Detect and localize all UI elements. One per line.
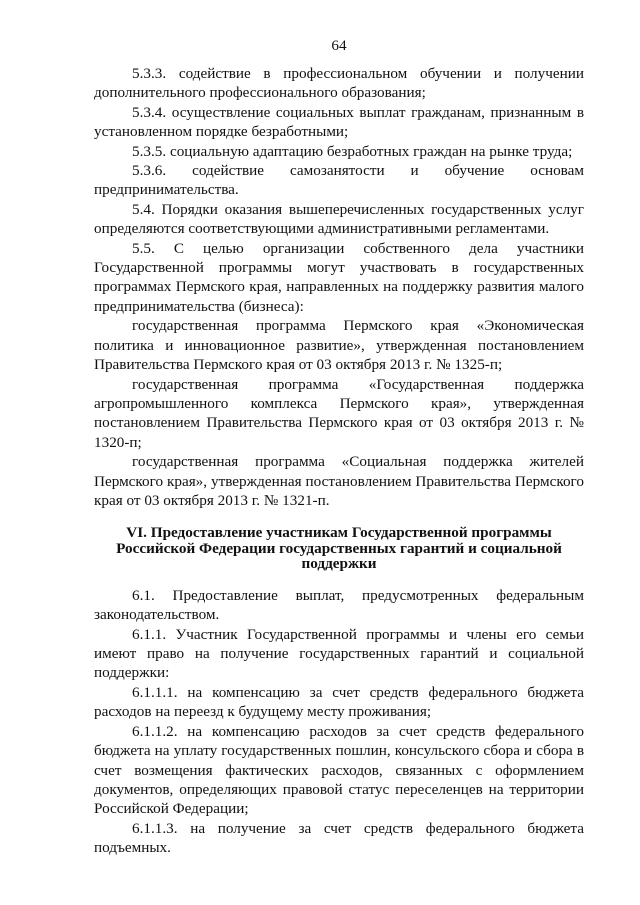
paragraph-5-4: 5.4. Порядки оказания вышеперечисленных государственных услуг определяются соответствующими административными регламентами. [94,200,584,238]
paragraph-6-1-1-2: 6.1.1.2. на компенсацию расходов за счет средств федерального бюджета на уплату государственных пошлин, консульского сбора и сбора в счет возмещения фактических расходов, связанных с оформлением документов, определяющих правовой статус переселенцев на территории Российской Федерации; [94,722,584,818]
program-agro-support: государственная программа «Государственная поддержка агропромышленного комплекса Пермского края», утвержденная постановлением Правительства Пермского края от 03 октября 2013 г. № 1320-п; [94,375,584,451]
paragraph-5-3-3: 5.3.3. содействие в профессиональном обучении и получении дополнительного профессионального образования; [94,65,584,102]
document-body [94,64,584,858]
paragraph-6-1-1-3: 6.1.1.3. на получение за счет средств федерального бюджета подъемных. [94,819,584,857]
paragraph-6-1-1-1: 6.1.1.1. на компенсацию за счет средств федерального бюджета расходов на переезд к будущему месту проживания; [94,683,584,721]
paragraph-5-5: 5.5. С целью организации собственного дела участники Государственной программы могут участвовать в государственных программах Пермского края, направленных на поддержку развития малого предпринимательства (бизнеса): [94,239,584,315]
section-heading: VI. Предоставление участникам Государственной программы Российской Федерации государственных гарантий и социальной поддержки [116,524,562,573]
page-number: 64 [331,37,347,54]
program-economic-policy: государственная программа Пермского края «Экономическая политика и инновационное развитие», утвержденная постановлением Правительства Пермского края от 03 октября 2013 г. № 1325-п; [94,317,584,374]
paragraph-5-3-4: 5.3.4. осуществление социальных выплат гражданам, признанным в установленном порядке безработными; [94,103,584,141]
program-social-support: государственная программа «Социальная поддержка жителей Пермского края», утвержденная постановлением Правительства Пермского края от 03 октября 2013 г. № 1321-п. [94,453,584,509]
paragraph-6-1-1: 6.1.1. Участник Государственной программы и члены его семьи имеют право на получение государственных гарантий и социальной поддержки: [94,625,584,682]
paragraph-6-1: 6.1. Предоставление выплат, предусмотренных федеральным законодательством. [94,586,584,624]
paragraph-5-3-6: 5.3.6. содействие самозанятости и обучение основам предпринимательства. [94,162,584,199]
paragraph-5-3-5: 5.3.5. социальную адаптацию безработных граждан на рынке труда; [132,142,573,160]
